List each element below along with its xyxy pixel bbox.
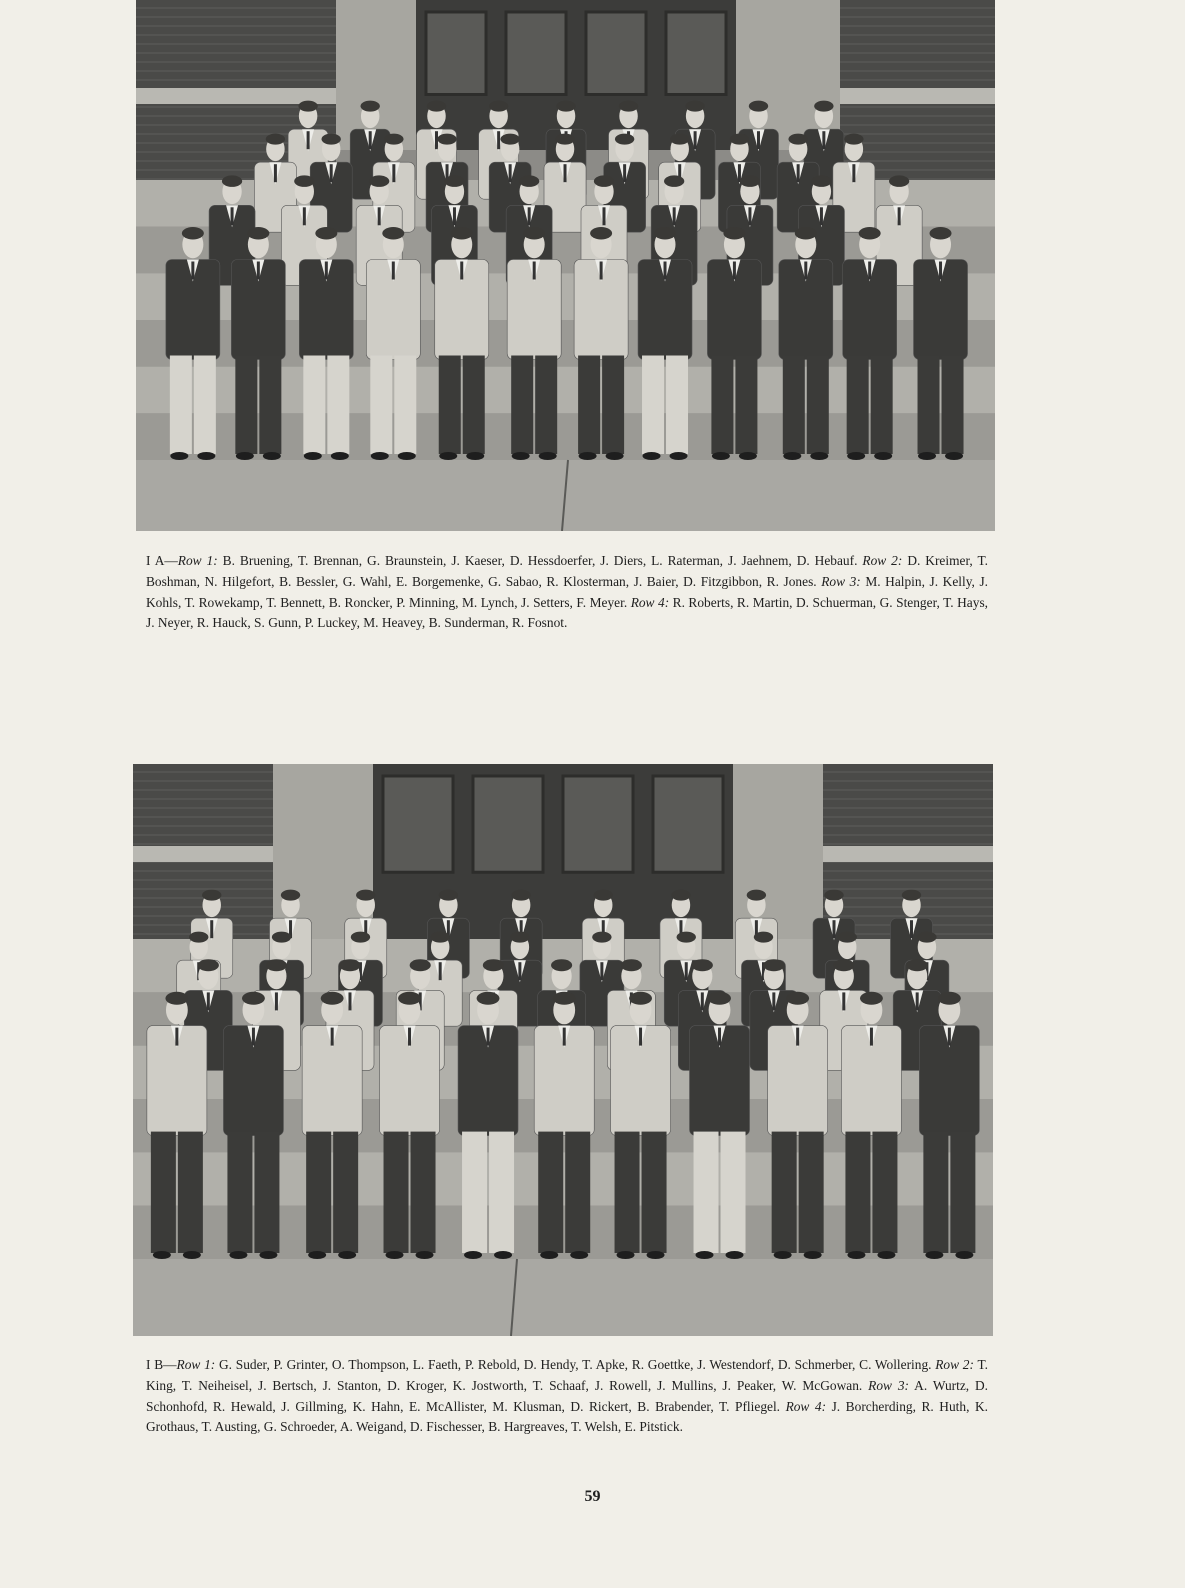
student-leg xyxy=(227,1132,252,1253)
student-hair xyxy=(182,227,204,240)
student-hair xyxy=(670,134,689,145)
student-leg xyxy=(462,1132,487,1253)
student-shoe xyxy=(304,452,322,460)
student-hair xyxy=(315,227,337,240)
student-shoe xyxy=(464,1251,482,1259)
student-leg xyxy=(511,356,533,455)
student-shoe xyxy=(670,452,688,460)
caption-ia-row4-names: R. Roberts, R. Martin, D. Schuerman, G. Stenger, T. Hays, J. Neyer, R. Hauck, S. Gunn, P. Luckey, M. Heavey, B. Sunderman, R. Fosnot. xyxy=(146,594,988,631)
student-shoe xyxy=(170,452,188,460)
student-hair xyxy=(398,992,421,1005)
student-leg xyxy=(194,356,216,455)
student-leg xyxy=(170,356,192,455)
student-tie xyxy=(820,207,823,225)
door-window xyxy=(383,776,453,872)
student-leg xyxy=(384,1132,409,1253)
student-shoe xyxy=(847,1251,865,1259)
student-shoe xyxy=(783,452,801,460)
student-tie xyxy=(685,962,688,980)
student-tie xyxy=(868,262,871,280)
student-shoe xyxy=(606,452,624,460)
student-shoe xyxy=(774,1251,792,1259)
stone-ledge-left xyxy=(136,88,346,104)
student-tie xyxy=(257,262,260,280)
student-hair xyxy=(814,101,833,112)
student-shoe xyxy=(439,452,457,460)
student-tie xyxy=(772,992,775,1010)
student-leg xyxy=(711,356,733,455)
student-shoe xyxy=(570,1251,588,1259)
student-shoe xyxy=(918,452,936,460)
stone-ledge-left xyxy=(133,846,283,862)
student-shoe xyxy=(466,452,484,460)
student-hair xyxy=(844,134,863,145)
student-tie xyxy=(796,1028,799,1046)
student-leg xyxy=(538,1132,563,1253)
student-hair xyxy=(747,890,766,901)
caption-ia-row3-names: M. Halpin, J. Kelly, J. Kohls, T. Rowekamp, T. Bennett, B. Roncker, P. Minning, M. Lynch, J. Setters, F. Meyer. xyxy=(146,573,989,610)
student-tie xyxy=(453,207,456,225)
student-tie xyxy=(639,1028,642,1046)
student-leg xyxy=(602,356,624,455)
student-tie xyxy=(870,1028,873,1046)
student-leg xyxy=(694,1132,719,1253)
student-hair xyxy=(838,932,857,943)
student-tie xyxy=(497,131,500,149)
student-hair xyxy=(427,101,446,112)
student-hair xyxy=(621,959,642,971)
student-hair xyxy=(430,932,449,943)
caption-ib-prefix: I B— xyxy=(146,1357,177,1372)
student-hair xyxy=(382,227,404,240)
student-tie xyxy=(210,920,213,938)
student-leg xyxy=(872,1132,897,1253)
student-hair xyxy=(510,932,529,943)
student-hair xyxy=(730,134,749,145)
student-shoe xyxy=(847,452,865,460)
student-hair xyxy=(629,992,652,1005)
student-hair xyxy=(281,890,300,901)
student-tie xyxy=(804,262,807,280)
student-hair xyxy=(795,227,817,240)
student-hair xyxy=(551,959,572,971)
student-tie xyxy=(939,262,942,280)
student-tie xyxy=(701,992,704,1010)
student-leg xyxy=(578,356,600,455)
student-hair xyxy=(222,175,242,187)
student-hair xyxy=(294,175,314,187)
student-leg xyxy=(411,1132,436,1253)
student-hair xyxy=(361,101,380,112)
student-shoe xyxy=(647,1251,665,1259)
student-leg xyxy=(772,1132,797,1253)
student-shoe xyxy=(617,1251,635,1259)
student-leg xyxy=(439,356,461,455)
student-leg xyxy=(535,356,557,455)
student-hair xyxy=(860,992,883,1005)
student-leg xyxy=(871,356,893,455)
student-leg xyxy=(235,356,257,455)
student-hair xyxy=(298,101,317,112)
student-hair xyxy=(242,992,265,1005)
student-hair xyxy=(619,101,638,112)
student-leg xyxy=(721,1132,746,1253)
student-tie xyxy=(231,207,234,225)
caption-ib-row2-label: Row 2: xyxy=(935,1357,974,1372)
caption-ia-row3-label: Row 3: xyxy=(821,573,861,589)
student-hair xyxy=(692,959,713,971)
caption-ia-row1-label: Row 1: xyxy=(177,553,218,568)
student-hair xyxy=(708,992,731,1005)
student-hair xyxy=(907,959,928,971)
student-tie xyxy=(408,1028,411,1046)
caption-ib xyxy=(146,1355,988,1438)
student-hair xyxy=(322,134,341,145)
student-hair xyxy=(594,890,613,901)
student-hair xyxy=(889,175,909,187)
student-leg xyxy=(615,1132,640,1253)
student-tie xyxy=(898,207,901,225)
student-leg xyxy=(306,1132,331,1253)
door-window xyxy=(586,12,646,95)
caption-ia-row2-names: D. Kreimer, T. Boshman, N. Hilgefort, B. Bessler, G. Wahl, E. Borgemenke, G. Sabao, R. Klosterman, J. Baier, D. Fitzgibbon, R. Jones. xyxy=(146,553,988,589)
student-hair xyxy=(938,992,961,1005)
student-tie xyxy=(852,164,855,182)
page-number: 59 xyxy=(584,1488,601,1505)
door-window xyxy=(473,776,543,872)
student-shoe xyxy=(263,452,281,460)
student-hair xyxy=(555,134,574,145)
student-leg xyxy=(327,356,349,455)
student-hair xyxy=(351,932,370,943)
student-hair xyxy=(664,175,684,187)
student-tie xyxy=(348,992,351,1010)
student-hair xyxy=(833,959,854,971)
student-hair xyxy=(266,134,285,145)
student-tie xyxy=(307,131,310,149)
student-hair xyxy=(859,227,881,240)
student-hair xyxy=(272,932,291,943)
sidewalk xyxy=(133,1259,993,1336)
student-leg xyxy=(370,356,392,455)
student-shoe xyxy=(236,452,254,460)
student-hair xyxy=(321,992,344,1005)
door-window xyxy=(506,12,566,95)
student-tie xyxy=(833,920,836,938)
student-tie xyxy=(518,962,521,980)
student-hair xyxy=(811,175,831,187)
class-photo-ib xyxy=(133,764,993,1336)
student-hair xyxy=(671,890,690,901)
student-tie xyxy=(563,1028,566,1046)
student-shoe xyxy=(696,1251,714,1259)
student-tie xyxy=(533,262,536,280)
student-tie xyxy=(378,207,381,225)
student-leg xyxy=(735,356,757,455)
student-tie xyxy=(528,207,531,225)
student-tie xyxy=(392,262,395,280)
caption-ia xyxy=(146,551,988,634)
student-shoe xyxy=(579,452,597,460)
student-tie xyxy=(275,992,278,1010)
student-tie xyxy=(948,1028,951,1046)
student-hair xyxy=(444,175,464,187)
student-tie xyxy=(694,131,697,149)
student-tie xyxy=(673,207,676,225)
student-shoe xyxy=(643,452,661,460)
door-window xyxy=(563,776,633,872)
student-shoe xyxy=(955,1251,973,1259)
class-photo-ia-image xyxy=(136,0,995,531)
student-leg xyxy=(151,1132,176,1253)
student-leg xyxy=(259,356,281,455)
student-shoe xyxy=(804,1251,822,1259)
student-tie xyxy=(509,164,512,182)
student-hair xyxy=(902,890,921,901)
student-hair xyxy=(723,227,745,240)
student-tie xyxy=(600,962,603,980)
door-window xyxy=(426,12,486,95)
student-hair xyxy=(615,134,634,145)
student-leg xyxy=(950,1132,975,1253)
student-shoe xyxy=(810,452,828,460)
student-tie xyxy=(664,262,667,280)
student-hair xyxy=(356,890,375,901)
student-hair xyxy=(165,992,188,1005)
student-hair xyxy=(489,101,508,112)
student-tie xyxy=(487,1028,490,1046)
student-tie xyxy=(603,207,606,225)
student-tie xyxy=(331,1028,334,1046)
door-window xyxy=(653,776,723,872)
student-hair xyxy=(749,101,768,112)
student-tie xyxy=(325,262,328,280)
student-hair xyxy=(654,227,676,240)
student-shoe xyxy=(259,1251,277,1259)
caption-ia-row1-names: B. Bruening, T. Brennan, G. Braunstein, J. Kaeser, D. Hessdoerfer, J. Diers, L. Raterman, J. Jaehnem, D. Hebauf. xyxy=(217,553,863,568)
student-shoe xyxy=(494,1251,512,1259)
student-leg xyxy=(303,356,325,455)
student-tie xyxy=(274,164,277,182)
student-tie xyxy=(191,262,194,280)
student-hair xyxy=(523,227,545,240)
student-hair xyxy=(824,890,843,901)
caption-ib-row3-label: Row 3: xyxy=(868,1377,910,1393)
student-hair xyxy=(788,134,807,145)
caption-ib-row1-label: Row 1: xyxy=(176,1357,216,1372)
student-hair xyxy=(439,890,458,901)
class-photo-ib-image xyxy=(133,764,993,1336)
caption-ib-row2-names: T. King, T. Neiheisel, J. Bertsch, J. Stanton, D. Kroger, K. Jostworth, T. Schaaf, J. Rowell, J. Mullins, J. Peaker, W. McGowan. xyxy=(146,1357,989,1393)
stone-ledge-right xyxy=(813,846,993,862)
student-hair xyxy=(339,959,360,971)
student-tie xyxy=(369,131,372,149)
class-photo-ia xyxy=(136,0,995,531)
student-leg xyxy=(642,1132,667,1253)
student-hair xyxy=(786,992,809,1005)
student-hair xyxy=(763,959,784,971)
caption-ib-row1-names: G. Suder, P. Grinter, O. Thompson, L. Faeth, P. Rebold, D. Hendy, T. Apke, R. Goettke, J. Westendorf, D. Schmerber, C. Wollering. xyxy=(215,1357,936,1372)
student-tie xyxy=(797,164,800,182)
student-hair xyxy=(677,932,696,943)
student-tie xyxy=(330,164,333,182)
student-shoe xyxy=(739,452,757,460)
student-leg xyxy=(807,356,829,455)
student-tie xyxy=(564,164,567,182)
student-hair xyxy=(754,932,773,943)
student-leg xyxy=(463,356,485,455)
student-hair xyxy=(369,175,389,187)
student-hair xyxy=(594,175,614,187)
student-tie xyxy=(910,920,913,938)
student-tie xyxy=(303,207,306,225)
student-shoe xyxy=(398,452,416,460)
student-hair xyxy=(202,890,221,901)
student-tie xyxy=(392,164,395,182)
student-leg xyxy=(845,1132,870,1253)
student-hair xyxy=(247,227,269,240)
student-hair xyxy=(930,227,952,240)
door-window xyxy=(666,12,726,95)
student-leg xyxy=(489,1132,514,1253)
student-tie xyxy=(207,992,210,1010)
student-shoe xyxy=(153,1251,171,1259)
student-leg xyxy=(254,1132,279,1253)
student-tie xyxy=(916,992,919,1010)
student-hair xyxy=(917,932,936,943)
student-shoe xyxy=(331,452,349,460)
student-hair xyxy=(437,134,456,145)
caption-ib-row4-names: J. Borcherding, R. Huth, K. Grothaus, T. Austing, G. Schroeder, A. Weigand, D. Fischesser, B. Hargreaves, T. Welsh, E. Pitstick. xyxy=(146,1398,988,1435)
student-hair xyxy=(477,992,500,1005)
student-tie xyxy=(842,992,845,1010)
student-leg xyxy=(799,1132,824,1253)
student-tie xyxy=(718,1028,721,1046)
student-hair xyxy=(519,175,539,187)
student-leg xyxy=(333,1132,358,1253)
student-leg xyxy=(565,1132,590,1253)
student-shoe xyxy=(877,1251,895,1259)
student-hair xyxy=(740,175,760,187)
student-tie xyxy=(822,131,825,149)
student-hair xyxy=(483,959,504,971)
student-tie xyxy=(252,1028,255,1046)
caption-ia-prefix: I A— xyxy=(146,553,178,568)
student-leg xyxy=(942,356,964,455)
student-hair xyxy=(500,134,519,145)
student-shoe xyxy=(712,452,730,460)
caption-ib-row3-names: A. Wurtz, D. Schonhofd, R. Hewald, J. Gillming, K. Hahn, E. McAllister, M. Klusman, D. Rickert, B. Brabender, T. Pfliegel. xyxy=(146,1377,989,1414)
student-shoe xyxy=(183,1251,201,1259)
student-leg xyxy=(394,356,416,455)
student-shoe xyxy=(371,452,389,460)
student-leg xyxy=(783,356,805,455)
student-tie xyxy=(748,207,751,225)
student-leg xyxy=(178,1132,203,1253)
student-tie xyxy=(439,962,442,980)
student-hair xyxy=(553,992,576,1005)
student-shoe xyxy=(308,1251,326,1259)
student-shoe xyxy=(386,1251,404,1259)
student-hair xyxy=(590,227,612,240)
caption-ib-row4-label: Row 4: xyxy=(785,1398,827,1414)
student-shoe xyxy=(512,452,530,460)
student-shoe xyxy=(540,1251,558,1259)
student-hair xyxy=(592,932,611,943)
student-shoe xyxy=(726,1251,744,1259)
student-shoe xyxy=(338,1251,356,1259)
student-tie xyxy=(733,262,736,280)
student-hair xyxy=(410,959,431,971)
caption-ia-row4-label: Row 4: xyxy=(630,594,670,610)
student-shoe xyxy=(945,452,963,460)
student-leg xyxy=(847,356,869,455)
student-tie xyxy=(435,131,438,149)
student-tie xyxy=(623,164,626,182)
student-shoe xyxy=(229,1251,247,1259)
student-hair xyxy=(266,959,287,971)
student-hair xyxy=(556,101,575,112)
student-hair xyxy=(685,101,704,112)
student-shoe xyxy=(539,452,557,460)
student-tie xyxy=(460,262,463,280)
student-tie xyxy=(600,262,603,280)
student-hair xyxy=(511,890,530,901)
student-leg xyxy=(918,356,940,455)
stone-ledge-right xyxy=(830,88,995,104)
student-hair xyxy=(189,932,208,943)
student-leg xyxy=(923,1132,948,1253)
student-shoe xyxy=(197,452,215,460)
student-hair xyxy=(198,959,219,971)
student-shoe xyxy=(874,452,892,460)
student-leg xyxy=(642,356,664,455)
student-hair xyxy=(451,227,473,240)
student-hair xyxy=(384,134,403,145)
caption-ia-row2-label: Row 2: xyxy=(862,553,903,568)
student-shoe xyxy=(416,1251,434,1259)
student-tie xyxy=(175,1028,178,1046)
student-shoe xyxy=(925,1251,943,1259)
student-tie xyxy=(757,131,760,149)
student-leg xyxy=(666,356,688,455)
